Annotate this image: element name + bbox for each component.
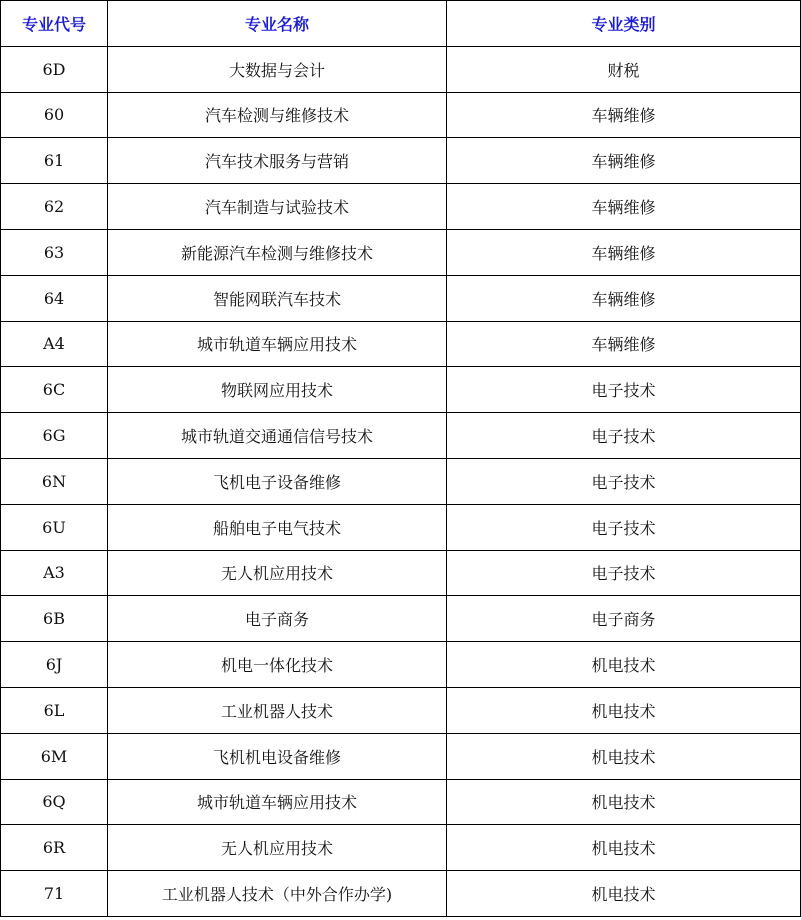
major-name-cell: 机电一体化技术 <box>108 642 447 688</box>
major-category-cell: 车辆维修 <box>447 321 801 367</box>
header-major-name: 专业名称 <box>108 1 447 47</box>
major-category-cell: 电子商务 <box>447 596 801 642</box>
major-category-cell: 电子技术 <box>447 504 801 550</box>
major-code-cell: 61 <box>1 138 108 184</box>
table-row <box>1 275 801 321</box>
table-row <box>1 825 801 871</box>
table-row <box>1 184 801 230</box>
major-category-cell: 电子技术 <box>447 550 801 596</box>
table-row <box>1 504 801 550</box>
major-code-cell: 6N <box>1 458 108 504</box>
major-code-cell: 6L <box>1 687 108 733</box>
table-row <box>1 46 801 92</box>
major-name-cell: 大数据与会计 <box>108 46 447 92</box>
major-code-cell: 6R <box>1 825 108 871</box>
major-name-cell: 城市轨道交通通信信号技术 <box>108 413 447 459</box>
major-name-cell: 船舶电子电气技术 <box>108 504 447 550</box>
table-body <box>1 46 801 916</box>
major-category-cell: 车辆维修 <box>447 275 801 321</box>
major-name-cell: 新能源汽车检测与维修技术 <box>108 229 447 275</box>
major-category-cell: 车辆维修 <box>447 229 801 275</box>
major-code-cell: 71 <box>1 871 108 917</box>
table-row <box>1 367 801 413</box>
major-code-cell: 6U <box>1 504 108 550</box>
major-category-cell: 财税 <box>447 46 801 92</box>
major-category-cell: 电子技术 <box>447 413 801 459</box>
major-code-cell: 6C <box>1 367 108 413</box>
major-category-cell: 机电技术 <box>447 687 801 733</box>
major-category-cell: 机电技术 <box>447 642 801 688</box>
major-category-cell: 电子技术 <box>447 367 801 413</box>
major-name-cell: 工业机器人技术 <box>108 687 447 733</box>
header-major-code: 专业代号 <box>1 1 108 47</box>
header-major-category: 专业类别 <box>447 1 801 47</box>
major-code-cell: 6B <box>1 596 108 642</box>
major-code-cell: 6J <box>1 642 108 688</box>
major-name-cell: 电子商务 <box>108 596 447 642</box>
major-code-cell: 64 <box>1 275 108 321</box>
major-name-cell: 智能网联汽车技术 <box>108 275 447 321</box>
major-code-cell: 62 <box>1 184 108 230</box>
table-row <box>1 687 801 733</box>
table-row <box>1 229 801 275</box>
table-row <box>1 642 801 688</box>
table-row <box>1 413 801 459</box>
major-name-cell: 汽车检测与维修技术 <box>108 92 447 138</box>
table-row <box>1 596 801 642</box>
major-category-cell: 车辆维修 <box>447 138 801 184</box>
major-name-cell: 无人机应用技术 <box>108 550 447 596</box>
table-row <box>1 321 801 367</box>
major-category-cell: 机电技术 <box>447 779 801 825</box>
table-row <box>1 733 801 779</box>
major-code-cell: A3 <box>1 550 108 596</box>
major-code-cell: 6Q <box>1 779 108 825</box>
major-name-cell: 城市轨道车辆应用技术 <box>108 779 447 825</box>
major-name-cell: 汽车技术服务与营销 <box>108 138 447 184</box>
table-row <box>1 458 801 504</box>
major-code-cell: 63 <box>1 229 108 275</box>
major-code-cell: 6M <box>1 733 108 779</box>
major-category-cell: 车辆维修 <box>447 92 801 138</box>
major-name-cell: 物联网应用技术 <box>108 367 447 413</box>
major-name-cell: 飞机机电设备维修 <box>108 733 447 779</box>
major-category-cell: 机电技术 <box>447 733 801 779</box>
major-category-cell: 机电技术 <box>447 871 801 917</box>
major-code-cell: A4 <box>1 321 108 367</box>
major-code-cell: 6D <box>1 46 108 92</box>
major-code-cell: 60 <box>1 92 108 138</box>
major-name-cell: 城市轨道车辆应用技术 <box>108 321 447 367</box>
table-header <box>1 1 801 47</box>
table-row <box>1 550 801 596</box>
table-row <box>1 92 801 138</box>
major-name-cell: 无人机应用技术 <box>108 825 447 871</box>
table-row <box>1 779 801 825</box>
major-category-cell: 车辆维修 <box>447 184 801 230</box>
table-row <box>1 871 801 917</box>
header-row <box>1 1 801 47</box>
major-category-cell: 机电技术 <box>447 825 801 871</box>
major-name-cell: 工业机器人技术（中外合作办学) <box>108 871 447 917</box>
major-category-cell: 电子技术 <box>447 458 801 504</box>
major-name-cell: 汽车制造与试验技术 <box>108 184 447 230</box>
table-row <box>1 138 801 184</box>
major-name-cell: 飞机电子设备维修 <box>108 458 447 504</box>
major-code-cell: 6G <box>1 413 108 459</box>
